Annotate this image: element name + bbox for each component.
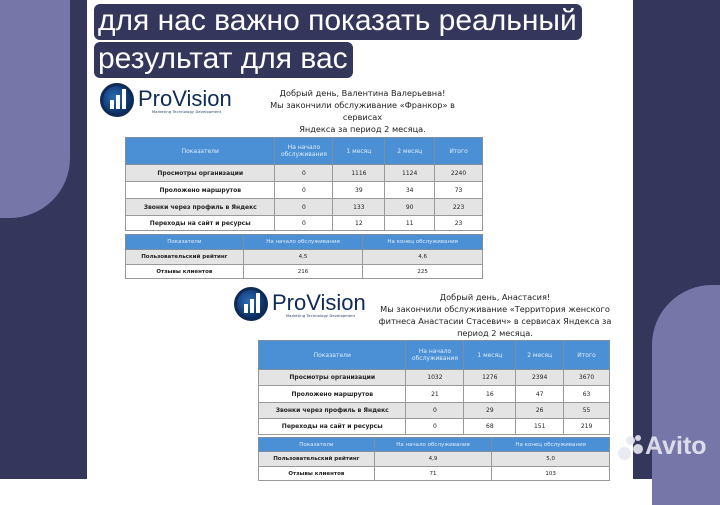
greeting-line: Мы закончили обслуживание «Территория женского: [380, 304, 610, 314]
greeting-line: Мы закончили обслуживание «Франкор» в сервисах: [270, 100, 455, 122]
cell: 71: [374, 467, 492, 481]
cell: 2394: [516, 370, 564, 386]
column-header: На начало обслуживания: [374, 438, 492, 452]
cell: 29: [464, 403, 516, 419]
provision-logo-icon: [234, 287, 268, 321]
cell: 1116: [333, 165, 385, 182]
table-row: [259, 386, 610, 403]
logo-tagline: Marketing Technology Development: [152, 110, 222, 114]
column-header: Показатели: [126, 235, 244, 250]
cell: 63: [564, 386, 610, 403]
cell: 5,0: [492, 452, 610, 467]
row-label: Переходы на сайт и ресурсы: [126, 216, 275, 231]
cell: 2240: [435, 165, 483, 182]
cell: 73: [435, 182, 483, 199]
cell: 4,6: [363, 250, 483, 265]
provision-logo: [234, 287, 366, 321]
column-header: 1 месяц: [333, 138, 385, 165]
greeting-line: фитнеса Анастасии Стасевич» в сервисах Яндекса за: [378, 316, 612, 326]
cell: 3670: [564, 370, 610, 386]
logo-name: ProVision: [138, 86, 232, 111]
provision-logo-icon: [100, 83, 134, 117]
column-header: 2 месяц: [516, 341, 564, 370]
column-header: На начало обслуживания: [275, 138, 333, 165]
cell: 0: [275, 199, 333, 216]
cell: 68: [464, 419, 516, 435]
right-decorative-panel: [633, 0, 720, 479]
greeting-line: период 2 месяца.: [457, 328, 533, 338]
row-label: Просмотры организации: [126, 165, 275, 182]
cell: 151: [516, 419, 564, 435]
cell: 39: [333, 182, 385, 199]
table-row: [259, 452, 610, 467]
greeting-line: Яндекса за период 2 месяца.: [299, 124, 426, 134]
row-label: Переходы на сайт и ресурсы: [259, 419, 406, 435]
cell: 4,9: [374, 452, 492, 467]
row-label: Просмотры организации: [259, 370, 406, 386]
column-header: 1 месяц: [464, 341, 516, 370]
cell: 34: [385, 182, 435, 199]
headline: [94, 4, 582, 80]
table-row: [259, 467, 610, 481]
avito-watermark: [616, 432, 707, 461]
rating-table: [125, 234, 483, 279]
table-row: [259, 370, 610, 386]
row-label: Пользовательский рейтинг: [126, 250, 244, 265]
column-header: Показатели: [259, 341, 406, 370]
cell: 0: [406, 403, 464, 419]
row-label: Звонки через профиль в Яндекс: [126, 199, 275, 216]
avito-dots-icon: [616, 433, 644, 461]
right-decorative-shape: [652, 285, 720, 505]
logo-name: ProVision: [272, 290, 366, 315]
column-header: На конец обслуживания: [363, 235, 483, 250]
table-row: [259, 419, 610, 435]
column-header: На конец обслуживания: [492, 438, 610, 452]
cell: 1276: [464, 370, 516, 386]
cell: 223: [435, 199, 483, 216]
report-greeting: [250, 87, 475, 135]
cell: 47: [516, 386, 564, 403]
table-row: [126, 265, 483, 279]
column-header: На начало обслуживания: [406, 341, 464, 370]
column-header: Итого: [564, 341, 610, 370]
cell: 216: [243, 265, 363, 279]
cell: 12: [333, 216, 385, 231]
headline-line-1: для нас важно показать реальный: [94, 4, 582, 40]
avito-wordmark: Avito: [645, 432, 707, 460]
column-header: Показатели: [126, 138, 275, 165]
cell: 0: [275, 165, 333, 182]
cell: 225: [363, 265, 483, 279]
rating-table: [258, 437, 610, 481]
report-greeting: [375, 291, 615, 339]
left-decorative-shape: [0, 0, 70, 218]
row-label: Проложено маршрутов: [126, 182, 275, 199]
row-label: Отзывы клиентов: [259, 467, 375, 481]
greeting-line: Добрый день, Валентина Валерьевна!: [279, 88, 446, 98]
column-header: Показатели: [259, 438, 375, 452]
table-row: [126, 250, 483, 265]
column-header: На начало обслуживания: [243, 235, 363, 250]
cell: 16: [464, 386, 516, 403]
column-header: Итого: [435, 138, 483, 165]
table-row: [259, 403, 610, 419]
row-label: Отзывы клиентов: [126, 265, 244, 279]
table-row: [126, 182, 483, 199]
cell: 11: [385, 216, 435, 231]
table-row: [126, 216, 483, 231]
cell: 0: [275, 216, 333, 231]
cell: 103: [492, 467, 610, 481]
headline-line-2: результат для вас: [94, 42, 353, 78]
cell: 0: [275, 182, 333, 199]
cell: 219: [564, 419, 610, 435]
metrics-table: [125, 137, 483, 231]
cell: 90: [385, 199, 435, 216]
table-row: [126, 165, 483, 182]
cell: 133: [333, 199, 385, 216]
cell: 21: [406, 386, 464, 403]
metrics-table: [258, 340, 610, 435]
cell: 1124: [385, 165, 435, 182]
provision-logo: [100, 83, 232, 117]
row-label: Звонки через профиль в Яндекс: [259, 403, 406, 419]
row-label: Пользовательский рейтинг: [259, 452, 375, 467]
cell: 4,5: [243, 250, 363, 265]
greeting-line: Добрый день, Анастасия!: [439, 292, 551, 302]
row-label: Проложено маршрутов: [259, 386, 406, 403]
cell: 26: [516, 403, 564, 419]
logo-tagline: Marketing Technology Development: [286, 314, 356, 318]
table-row: [126, 199, 483, 216]
cell: 23: [435, 216, 483, 231]
cell: 55: [564, 403, 610, 419]
column-header: 2 месяц: [385, 138, 435, 165]
cell: 0: [406, 419, 464, 435]
left-decorative-panel: [0, 0, 87, 479]
cell: 1032: [406, 370, 464, 386]
